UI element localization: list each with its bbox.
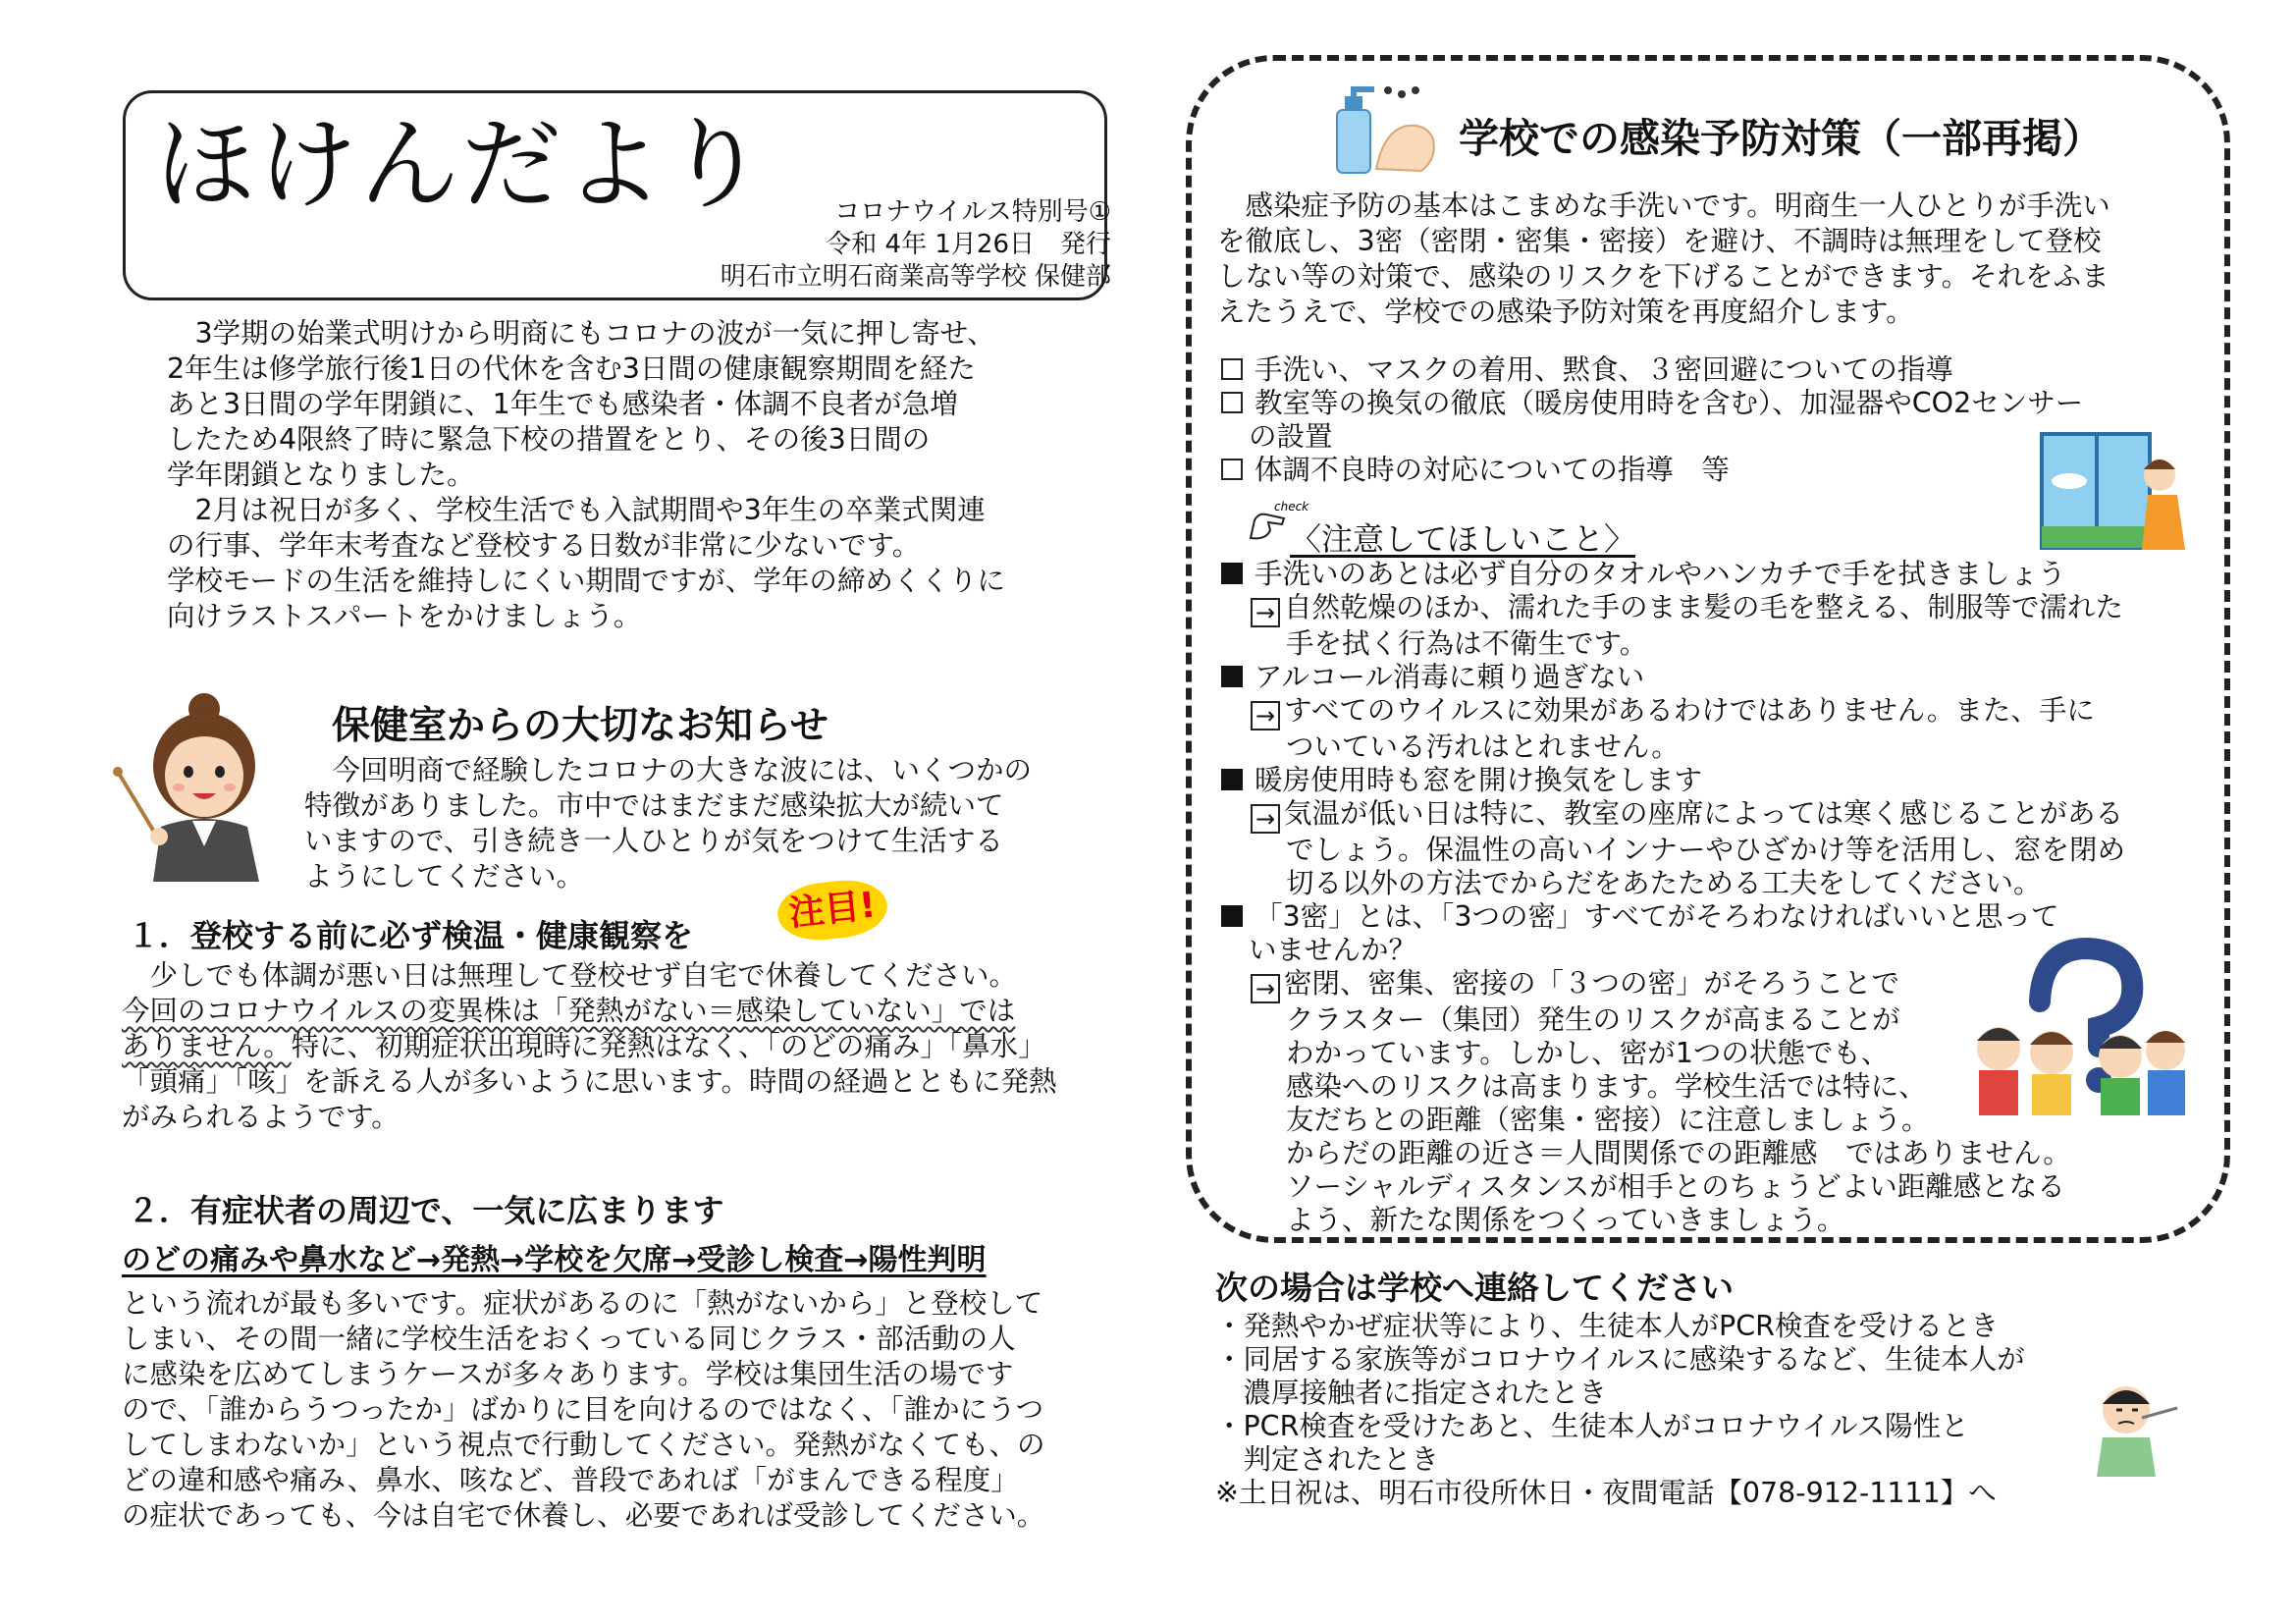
arrow-icon: → [1251, 974, 1280, 1003]
contact-note: ※土日祝は、明石市役所休日・夜間電話【078-912-1111】へ [1215, 1477, 1997, 1509]
school-nurse-icon [110, 689, 267, 882]
notice-heading: 保健室からの大切なお知らせ [332, 704, 828, 748]
issue-date: 令和 4年 1月26日 発行 [826, 230, 1111, 259]
checklist-item: 手洗い、マスクの着用、黙食、３密回避についての指導 [1221, 353, 2083, 387]
arrow-icon: → [1251, 804, 1280, 834]
attention-item: 「3密」とは、「3つの密」すべてがそろわなければいいと思って [1221, 900, 2125, 934]
sanitizer-hands-icon [1327, 81, 1441, 175]
arrow-icon: → [1251, 598, 1280, 627]
section1-body: 少しでも体調が悪い日は無理して登校せず自宅で休養してください。 今回のコロナウイルスの変異株は「発熱がない＝感染していない」では ありません。特に、初期症状出現時に発熱はなく、「のどの痛み」「鼻水」 「頭痛」「咳」を訴える人が多いように思います。時間の経過とともに発熱 がみられるようです。 [122, 959, 1057, 1133]
section1-heading: １．登校する前に必ず検温・健康観察を [128, 917, 694, 954]
checklist-item: 体調不良時の対応についての指導 等 [1221, 454, 2083, 487]
contact-list: ・発熱やかぜ症状等により、生徒本人がPCR検査を受けるとき ・同居する家族等がコロナウイルスに感染するなど、生徒本人が 濃厚接触者に指定されたとき ・PCR検査を受けたあと、生徒本人がコロナウイルス陽性と 判定されたとき ※土日祝は、明石市役所休日・夜間電話【078-912-1111】へ [1215, 1310, 2025, 1509]
publisher: 明石市立明石商業高等学校 保健部 [720, 262, 1111, 292]
issue-label: コロナウイルス特別号① [834, 197, 1111, 227]
checklist-item: 教室等の換気の徹底（暖房使用時を含む）、加湿器やCO2センサー [1221, 387, 2083, 420]
intro-text: 3学期の始業式明けから明商にもコロナの波が一気に押し寄せ、 2年生は修学旅行後1日の代休を含む3日間の健康観察期間を経た あと3日間の学年閉鎖に、1年生でも感染者・体調不良者が急増 したため4限終了時に緊急下校の措置をとり、その後3日間の 学年閉鎖となりました。 2月は祝日が多く、学校生活でも入試期間や3年生の卒業式関連 の行事、学年末考査など登校する日数が非常に少ないです。 学校モードの生活を維持しにくい期間ですが、学年の締めくくりに 向けラストスパートをかけましょう。 [167, 317, 1005, 632]
bullet-icon [1221, 666, 1243, 687]
bullet-icon [1221, 769, 1243, 790]
attention-item: 手洗いのあとは必ず自分のタオルやハンカチで手を拭きましょう [1221, 558, 2125, 591]
attention-item: 暖房使用時も窓を開け換気をします [1221, 764, 2125, 797]
bullet-icon [1221, 905, 1243, 927]
checkbox-icon [1221, 358, 1243, 380]
attention-item: アルコール消毒に頼り過ぎない [1221, 661, 2125, 694]
section2-body: という流れが最も多いです。症状があるのに「熱がないから」と登校して しまい、その間一緒に学校生活をおくっている同じクラス・部活動の人 に感染を広めてしまうケースが多々あります。学校は集団生活の場です ので、「誰からうつったか」ばかりに目を向けるのではなく、「誰かにうつ してしまわないか」という視点で行動してください。発熱がなくても、の どの違和感や痛み、鼻水、咳など、普段であれば「がまんできる程度」 の症状であっても、今は自宅で休養し、必要であれば受診してください。 [122, 1287, 1045, 1532]
sick-student-icon [2087, 1375, 2185, 1477]
bullet-icon [1221, 563, 1243, 584]
contact-heading: 次の場合は学校へ連絡してください [1215, 1269, 1734, 1307]
contact-item: ・PCR検査を受けたあと、生徒本人がコロナウイルス陽性と [1215, 1410, 1969, 1442]
question-group-icon [1963, 943, 2187, 1115]
window-ventilation-icon [2040, 432, 2187, 550]
page-title: ほけんだより [155, 107, 768, 224]
prevention-checklist: 手洗い、マスクの着用、黙食、３密回避についての指導 教室等の換気の徹底（暖房使用時を含む）、加湿器やCO2センサー の設置 体調不良時の対応についての指導 等 [1221, 353, 2083, 487]
attention-badge: 注目! [774, 876, 889, 944]
checkbox-icon [1221, 459, 1243, 480]
symptom-flow: のどの痛みや鼻水など→発熱→学校を欠席→受診し検査→陽性判明 [122, 1243, 987, 1277]
attention-list: 手洗いのあとは必ず自分のタオルやハンカチで手を拭きましょう → 自然乾燥のほか、濡れた手のまま髪の毛を整える、制服等で濡れた 手を拭く行為は不衛生です。 アルコール消毒に頼り過ぎない → すべてのウイルスに効果があるわけではありません。また、手に ついている汚れはとれません。 暖房使用時も窓を開け換気をします → 気温が低い日は特に、教室の座席によっては寒く感じることがある でしょう。保温性の高いインナーやひざかけ等を活用し、窓を閉め 切る以外の方法でからだをあたためる工夫をしてください。 「3密」とは、「3つの密」すべてがそろわなければいいと思って いませんか？ → 密閉、密集、密接の「３つの密」がそろうことで クラスター（集団）発生のリスクが高まることが わかっています。しかし、密が1つの状態でも、 感染へのリスクは高まります。学校生活では特に、 友だちとの距離（密集・密接）に注意しましょう。 からだの距離の近さ＝人間関係での距離感 ではありません。 ソーシャルディスタンスが相手とのちょうどよい距離感となる よう、新たな関係をつくっていきましょう。 [1221, 558, 2125, 1237]
check-label: check [1274, 500, 1309, 514]
notice-body: 今回明商で経験したコロナの大きな波には、いくつかの 特徴がありました。市中ではまだまだ感染拡大が続いて いますので、引き続き一人ひとりが気をつけて生活する ようにしてください。 [304, 754, 1033, 893]
prevention-heading: 学校での感染予防対策（一部再掲） [1459, 115, 2103, 162]
section2-heading: ２．有症状者の周辺で、一気に広まります [128, 1192, 724, 1229]
attention-heading: 〈注意してほしいこと〉 [1290, 520, 1636, 558]
checkbox-icon [1221, 392, 1243, 413]
arrow-icon: → [1251, 701, 1280, 730]
prevention-intro: 感染症予防の基本はこまめな手洗いです。明商生一人ひとりが手洗い を徹底し、3密（密閉・密集・密接）を避け、不調時は無理をして登校 しない等の対策で、感染のリスクを下げることができます。それをふま えたうえで、学校での感染予防対策を再度紹介します。 [1217, 189, 2110, 328]
contact-item: ・同居する家族等がコロナウイルスに感染するなど、生徒本人が [1215, 1343, 2025, 1376]
contact-item: ・発熱やかぜ症状等により、生徒本人がPCR検査を受けるとき [1215, 1310, 1999, 1342]
